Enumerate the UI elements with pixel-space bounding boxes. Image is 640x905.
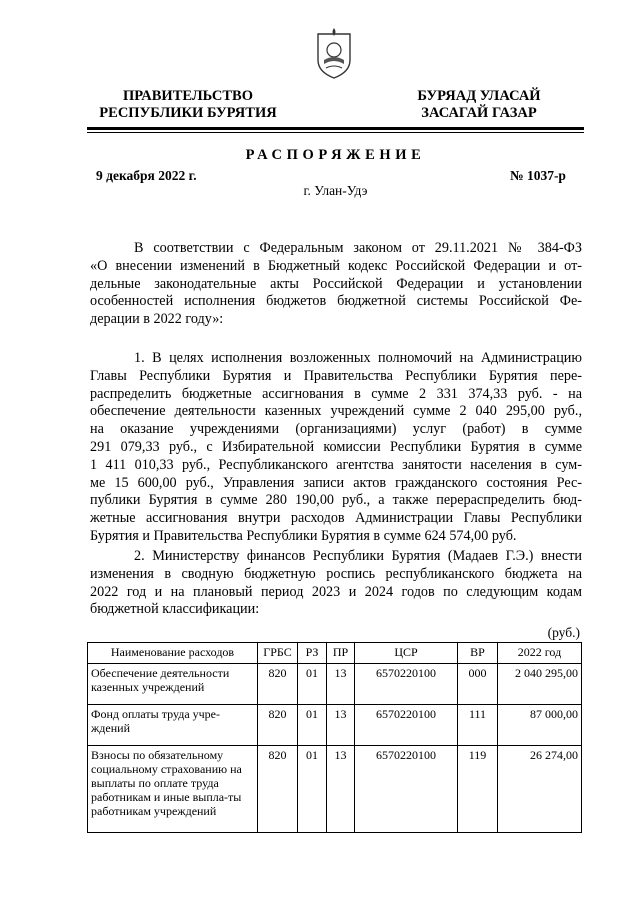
paragraph-line: 2022 год и на плановый период 2023 и 2024 годов по следующим кодам	[90, 583, 582, 600]
table-cell: 2 040 295,00	[498, 664, 582, 705]
table-header-cell: ЦСР	[355, 643, 458, 664]
table-row	[88, 746, 582, 833]
table-cell: 13	[327, 664, 355, 705]
paragraph-line: на оказание учреждениями (организациями) услуг (работ) в сумме	[90, 421, 582, 438]
table-header-cell: Наименование расходов	[88, 643, 258, 664]
table-header-row	[88, 643, 582, 664]
table-unit-label: (руб.)	[547, 625, 580, 640]
paragraph-line: 1. В целях исполнения возложенных полномочий на Администрацию	[134, 350, 582, 366]
table-cell: Фонд оплаты труда учре-ждений	[88, 705, 258, 746]
table-cell: 119	[458, 746, 498, 833]
paragraph-line: Главы Республики Бурятия и Правительства Республики Бурятия пере-	[90, 367, 582, 384]
paragraph-line: обеспечение деятельности казенных учреждений сумме 2 040 295,00 руб.,	[90, 403, 582, 420]
table-cell: 01	[298, 664, 327, 705]
table-header-cell: 2022 год	[498, 643, 582, 664]
paragraph-line: распределить бюджетные ассигнования в сумме 2 331 374,33 руб. - на	[90, 385, 582, 402]
paragraph-item-1	[90, 350, 582, 546]
paragraph-preamble	[90, 240, 582, 329]
paragraph-line: ме 15 600,00 руб., Управления записи актов гражданского состояния Рес-	[90, 474, 582, 491]
government-name-ru	[88, 88, 288, 122]
paragraph-line: бюджетной классификации:	[90, 601, 260, 618]
table-cell: 26 274,00	[498, 746, 582, 833]
table-cell: 6570220100	[355, 746, 458, 833]
paragraph-line: Бурятия и Правительства Республики Бурятия в сумме 624 574,00 руб.	[90, 527, 517, 544]
paragraph-line: изменения в сводную бюджетную роспись республиканского бюджета на	[90, 565, 582, 582]
table-cell: 000	[458, 664, 498, 705]
table-cell: 820	[258, 705, 298, 746]
table-cell: 87 000,00	[498, 705, 582, 746]
header-rule-thin	[87, 132, 584, 133]
paragraph-line: 291 079,33 руб., с Избирательной комиссии Республики Бурятия в сумме	[90, 438, 582, 455]
document-city: г. Улан-Удэ	[303, 183, 368, 198]
table-row	[88, 664, 582, 705]
government-name-bua	[404, 88, 554, 122]
document-date: 9 декабря 2022 г.	[96, 168, 197, 183]
table-header-cell: ГРБС	[258, 643, 298, 664]
document-title: РАСПОРЯЖЕНИЕ	[245, 147, 426, 163]
government-name-ru-line2: РЕСПУБЛИКИ БУРЯТИЯ	[99, 105, 277, 121]
table-row	[88, 705, 582, 746]
paragraph-item-2	[90, 548, 582, 619]
paragraph-line: В соответствии с Федеральным законом от 29.11.2021 № 384-ФЗ	[134, 240, 582, 256]
paragraph-line: жетные ассигнования внутри расходов Администрации Главы Республики	[90, 510, 582, 527]
table-cell: 13	[327, 705, 355, 746]
paragraph-line: дельные законодательные акты Российской Федерации и установлении	[90, 275, 582, 292]
header-rule-thick	[87, 127, 584, 130]
paragraph-line: 1 411 010,33 руб., Республиканского агентства занятости населения в сум-	[90, 456, 582, 473]
table-cell: 820	[258, 664, 298, 705]
coat-of-arms-icon	[314, 26, 354, 80]
document-number: № 1037-р	[510, 168, 566, 183]
table-cell: 01	[298, 746, 327, 833]
table-header-cell: ПР	[327, 643, 355, 664]
table-cell: 111	[458, 705, 498, 746]
table-cell: 820	[258, 746, 298, 833]
table-header-cell: ВР	[458, 643, 498, 664]
table-cell: 01	[298, 705, 327, 746]
government-name-bua-line1: БУРЯАД УЛАСАЙ	[417, 88, 541, 104]
government-name-bua-line2: ЗАСАГАЙ ГАЗАР	[421, 105, 537, 121]
government-name-ru-line1: ПРАВИТЕЛЬСТВО	[123, 88, 253, 104]
paragraph-line: публики Бурятия в сумме 280 190,00 руб., а также перераспределить бюд-	[90, 492, 582, 509]
paragraph-line: дерации в 2022 году»:	[90, 311, 224, 328]
table-cell: 13	[327, 746, 355, 833]
table-cell: Взносы по обязательному социальному страхованию на выплаты по оплате труда работникам и иные выпла-ты работникам учреждений	[88, 746, 258, 833]
table-cell: Обеспечение деятельности казенных учреждений	[88, 664, 258, 705]
table-header-cell: РЗ	[298, 643, 327, 664]
table-cell: 6570220100	[355, 705, 458, 746]
table-cell: 6570220100	[355, 664, 458, 705]
paragraph-line: особенностей исполнения бюджетов бюджетной системы Российской Фе-	[90, 293, 582, 310]
paragraph-line: «О внесении изменений в Бюджетный кодекс Российской Федерации и от-	[90, 257, 582, 274]
paragraph-line: 2. Министерству финансов Республики Бурятия (Мадаев Г.Э.) внести	[134, 548, 582, 564]
budget-table	[87, 642, 582, 833]
